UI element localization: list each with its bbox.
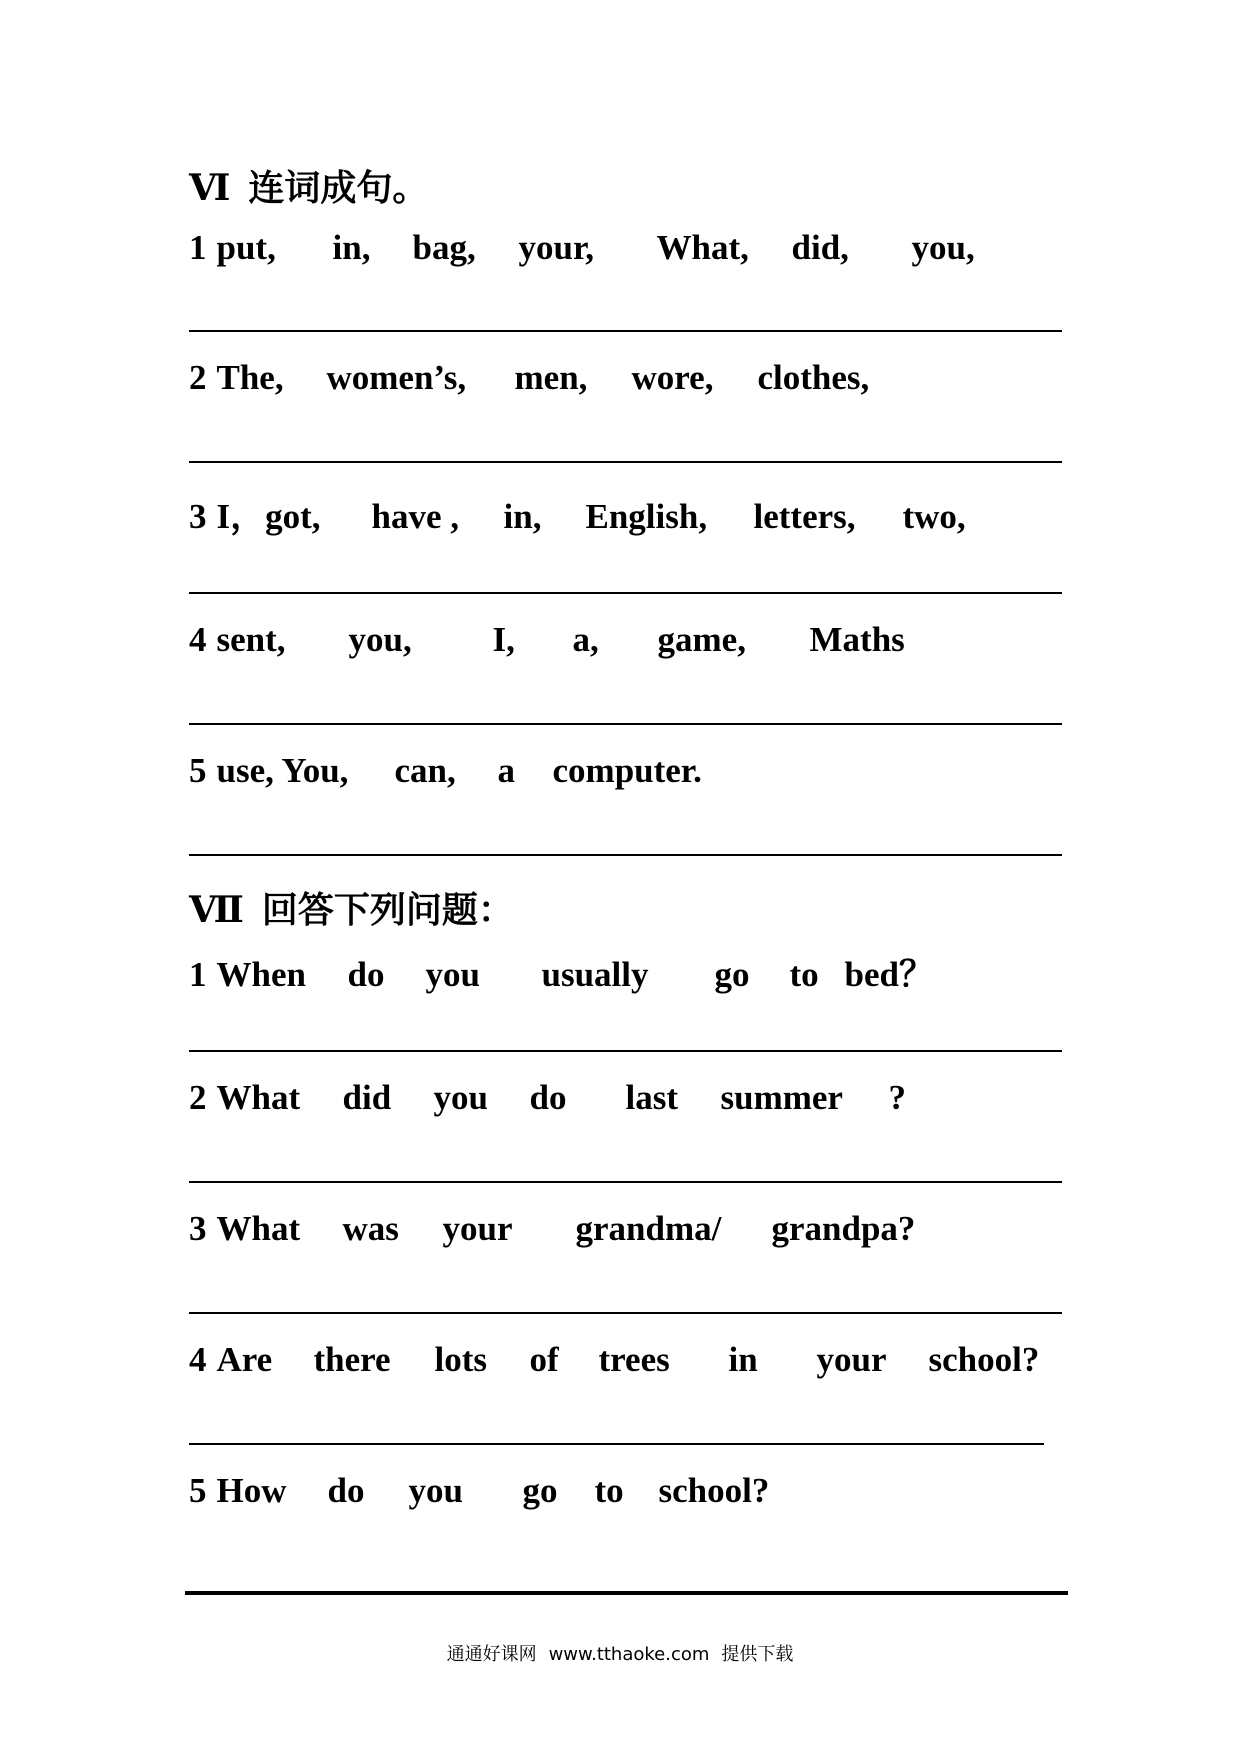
word: English,	[585, 497, 708, 536]
word: two,	[902, 497, 966, 536]
section-6-heading	[189, 160, 428, 211]
word: to	[594, 1471, 624, 1510]
answer-line[interactable]	[189, 854, 1062, 856]
word: lots	[434, 1340, 487, 1379]
word: game,	[657, 620, 746, 659]
s7-question-4	[189, 1340, 1039, 1380]
question-number: 2	[189, 1078, 207, 1117]
question-number: 4	[189, 1340, 207, 1379]
question-number: 1	[189, 955, 207, 994]
word: ?	[888, 1078, 906, 1117]
answer-line[interactable]	[189, 1181, 1062, 1183]
section-7-title: 回答下列问题：	[261, 890, 514, 930]
section-7-numeral: Ⅶ	[189, 890, 244, 930]
question-number: 4	[189, 620, 207, 659]
word: Are	[216, 1340, 273, 1379]
word: you	[425, 955, 480, 994]
word: there	[313, 1340, 391, 1379]
word: you	[408, 1471, 463, 1510]
question-number: 5	[189, 1471, 207, 1510]
page-footer	[0, 1640, 1240, 1666]
footer-site-name: 通通好课网	[446, 1644, 537, 1665]
word: can,	[394, 751, 456, 790]
answer-line[interactable]	[185, 1591, 1068, 1595]
word: women’s,	[326, 358, 467, 397]
word: was	[342, 1209, 399, 1248]
word: a,	[572, 620, 599, 659]
word: school?	[928, 1340, 1040, 1379]
question-number: 1	[189, 228, 207, 267]
answer-line[interactable]	[189, 1443, 1044, 1445]
footer-suffix: 提供下载	[721, 1644, 794, 1665]
word: bed？	[844, 955, 934, 994]
word: did,	[791, 228, 849, 267]
word: your	[442, 1209, 513, 1248]
word: you	[433, 1078, 488, 1117]
s6-question-3	[189, 489, 966, 539]
word: to	[789, 955, 819, 994]
answer-line[interactable]	[189, 330, 1062, 332]
question-number: 5	[189, 751, 207, 790]
word: have ,	[371, 497, 459, 536]
s6-question-1	[189, 228, 975, 268]
section-7-heading	[189, 882, 514, 933]
answer-line[interactable]	[189, 723, 1062, 725]
answer-line[interactable]	[189, 1050, 1062, 1052]
word: a	[497, 751, 515, 790]
word: your	[816, 1340, 887, 1379]
word: do	[327, 1471, 365, 1510]
word: of	[529, 1340, 559, 1379]
word: What,	[656, 228, 749, 267]
word: grandpa?	[771, 1209, 916, 1248]
word: When	[216, 955, 306, 994]
word: in,	[503, 497, 542, 536]
word: last	[625, 1078, 678, 1117]
word: I,	[492, 620, 515, 659]
word: school?	[658, 1471, 770, 1510]
s6-question-5	[189, 751, 702, 791]
word: put,	[216, 228, 276, 267]
word: your,	[518, 228, 595, 267]
word: summer	[720, 1078, 843, 1117]
s7-question-2	[189, 1078, 906, 1118]
word: letters,	[753, 497, 856, 536]
word: The,	[216, 358, 284, 397]
word: did	[342, 1078, 392, 1117]
word: grandma/	[575, 1209, 722, 1248]
s7-question-1	[189, 947, 934, 997]
word: What	[216, 1078, 301, 1117]
word: usually	[541, 955, 649, 994]
word: you,	[911, 228, 975, 267]
s7-question-3	[189, 1209, 915, 1249]
question-number: 3	[189, 1209, 207, 1248]
word: you,	[348, 620, 412, 659]
word: trees	[598, 1340, 670, 1379]
s6-question-2	[189, 358, 869, 398]
word: in	[728, 1340, 758, 1379]
word: How	[216, 1471, 287, 1510]
question-number: 2	[189, 358, 207, 397]
word: bag,	[412, 228, 476, 267]
answer-line[interactable]	[189, 1312, 1062, 1314]
footer-url[interactable]: www.tthaoke.com	[548, 1644, 710, 1665]
word: sent,	[216, 620, 286, 659]
word: do	[529, 1078, 567, 1117]
answer-line[interactable]	[189, 461, 1062, 463]
answer-line[interactable]	[189, 592, 1062, 594]
word: do	[347, 955, 385, 994]
s7-question-5	[189, 1471, 769, 1511]
section-6-title: 连词成句。	[248, 168, 429, 208]
word: Maths	[809, 620, 905, 659]
s6-question-4	[189, 620, 905, 660]
word: go	[522, 1471, 558, 1510]
section-6-numeral: Ⅵ	[189, 168, 231, 208]
word: I，got,	[216, 497, 321, 536]
word: What	[216, 1209, 301, 1248]
word: computer.	[552, 751, 702, 790]
word: clothes,	[757, 358, 870, 397]
word: men,	[514, 358, 588, 397]
word: use, You,	[216, 751, 349, 790]
question-number: 3	[189, 497, 207, 536]
word: go	[714, 955, 750, 994]
word: wore,	[631, 358, 714, 397]
word: in,	[332, 228, 371, 267]
